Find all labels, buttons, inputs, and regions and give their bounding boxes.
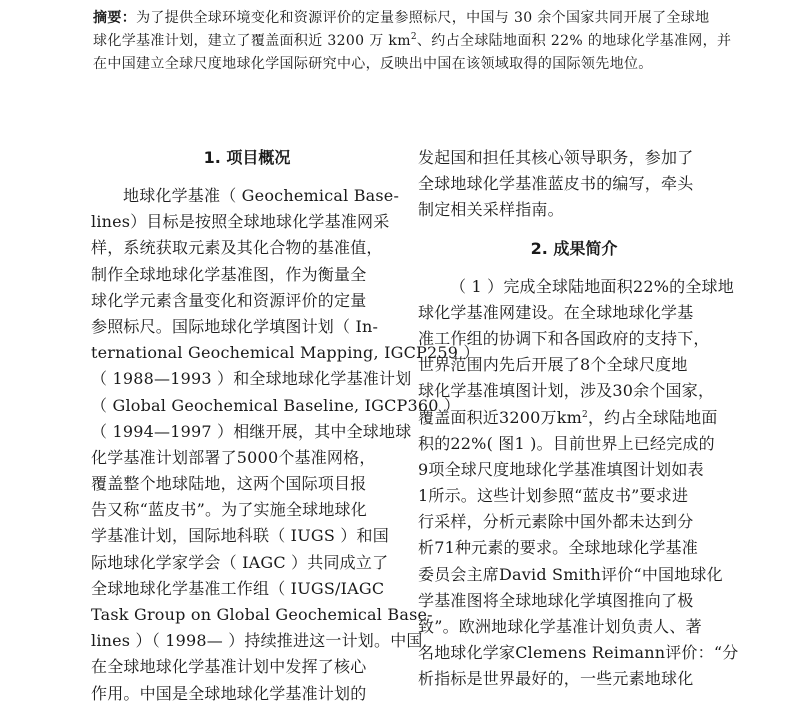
abstract-text-2a: 球化学基准计划，建立了覆盖面积近 3200 万 km bbox=[93, 33, 411, 49]
body-line: 准工作组的协调下和各国政府的支持下， bbox=[418, 328, 710, 348]
body-line: 世界范围内先后开展了8个全球尺度地 bbox=[418, 355, 688, 375]
body-line: 名地球化学家Clemens Reimann评价：“分 bbox=[418, 643, 739, 663]
body-line: 制作全球地球化学基准图，作为衡量全 bbox=[91, 264, 367, 284]
body-line: 学基准计划，国际地科联（ IUGS ）和国 bbox=[91, 526, 389, 546]
section-heading-overview: 1. 项目概况 bbox=[203, 148, 291, 167]
area-text: 覆盖面积近3200万km bbox=[418, 407, 582, 427]
body-line: （ 1 ）完成全球陆地面积22%的全球地 bbox=[450, 276, 734, 296]
body-line: 析指标是世界最好的，一些元素地球化 bbox=[418, 669, 694, 689]
body-line: 行采样，分析元素除中国外都未达到分 bbox=[418, 512, 694, 532]
body-line: 告又称“蓝皮书”。为了实施全球地球化 bbox=[91, 500, 367, 520]
body-line: 委员会主席David Smith评价“中国地球化 bbox=[418, 564, 723, 584]
body-line: 积的22%( 图1 )。目前世界上已经完成的 bbox=[418, 433, 715, 453]
abstract-line-2 bbox=[93, 30, 733, 53]
body-line: 球化学基准填图计划，涉及30余个国家， bbox=[418, 381, 715, 401]
area-text-tail: ，约占全球陆地面 bbox=[587, 407, 718, 427]
body-line: 地球化学基准（ Geochemical Base- bbox=[123, 186, 400, 205]
right-column bbox=[418, 145, 739, 693]
body-line: 发起国和担任其核心领导职务，参加了 bbox=[418, 148, 694, 167]
body-line: 制定相关采样指南。 bbox=[418, 200, 564, 220]
area-superscript: 2 bbox=[582, 409, 588, 420]
body-line: （ 1988—1993 ）和全球地球化学基准计划 bbox=[91, 369, 412, 389]
body-line: 1所示。这些计划参照“蓝皮书”要求进 bbox=[418, 486, 689, 506]
body-line: 样，系统获取元素及其化合物的基准值， bbox=[91, 238, 383, 258]
body-line: 9项全球尺度地球化学基准填图计划如表 bbox=[418, 459, 704, 479]
body-line: 球化学元素含量变化和资源评价的定量 bbox=[91, 290, 367, 310]
body-line: ternational Geochemical Mapping, IGCP259 ） bbox=[91, 343, 480, 363]
body-line: 析71种元素的要求。全球地球化学基准 bbox=[418, 538, 698, 558]
body-line: 参照标尺。国际地球化学填图计划（ In- bbox=[91, 316, 379, 336]
body-line: 致”。欧洲地球化学基准计划负责人、著 bbox=[418, 617, 702, 636]
abstract-superscript: 2 bbox=[410, 32, 417, 42]
body-line: 球化学基准网建设。在全球地球化学基 bbox=[418, 302, 694, 322]
body-line: 在全球地球化学基准计划中发挥了核心 bbox=[91, 657, 367, 677]
body-line: 际地球化学家学会（ IAGC ）共同成立了 bbox=[91, 552, 389, 572]
body-line: 化学基准计划部署了5000个基准网格， bbox=[91, 447, 376, 467]
body-line: lines）目标是按照全球地球化学基准网采 bbox=[91, 212, 390, 232]
abstract-text-1: 为了提供全球环境变化和资源评价的定量参照标尺，中国与 30 余个国家共同开展了全球地 bbox=[136, 10, 710, 26]
body-line: lines ）（ 1998— ）持续推进这一计划。中国 bbox=[91, 631, 423, 651]
body-line: 覆盖整个地球陆地，这两个国际项目报 bbox=[91, 474, 367, 494]
left-column bbox=[91, 145, 480, 707]
abstract-line-1 bbox=[93, 7, 733, 30]
body-line-area bbox=[418, 405, 730, 431]
body-line: 全球地球化学基准工作组（ IUGS/IAGC bbox=[91, 578, 385, 598]
body-line: Task Group on Global Geochemical Base- bbox=[91, 605, 433, 624]
abstract-line-3: 在中国建立全球尺度地球化学国际研究中心，反映出中国在该领域取得的国际领先地位。 bbox=[93, 56, 653, 72]
body-line: 作用。中国是全球地球化学基准计划的 bbox=[91, 683, 367, 703]
section-heading-results: 2. 成果简介 bbox=[530, 238, 618, 258]
body-line: （ 1994—1997 ）相继开展，其中全球地球 bbox=[91, 421, 412, 441]
body-line: 学基准图将全球地球化学填图推向了极 bbox=[418, 590, 694, 610]
abstract-block bbox=[93, 7, 733, 76]
body-line: （ Global Geochemical Baseline, IGCP360 ） bbox=[91, 395, 461, 415]
abstract-label: 摘要： bbox=[93, 10, 137, 26]
body-line: 全球地球化学基准蓝皮书的编写，牵头 bbox=[418, 174, 694, 194]
abstract-text-2b: 、约占全球陆地面积 22% 的地球化学基准网，并 bbox=[416, 33, 732, 49]
